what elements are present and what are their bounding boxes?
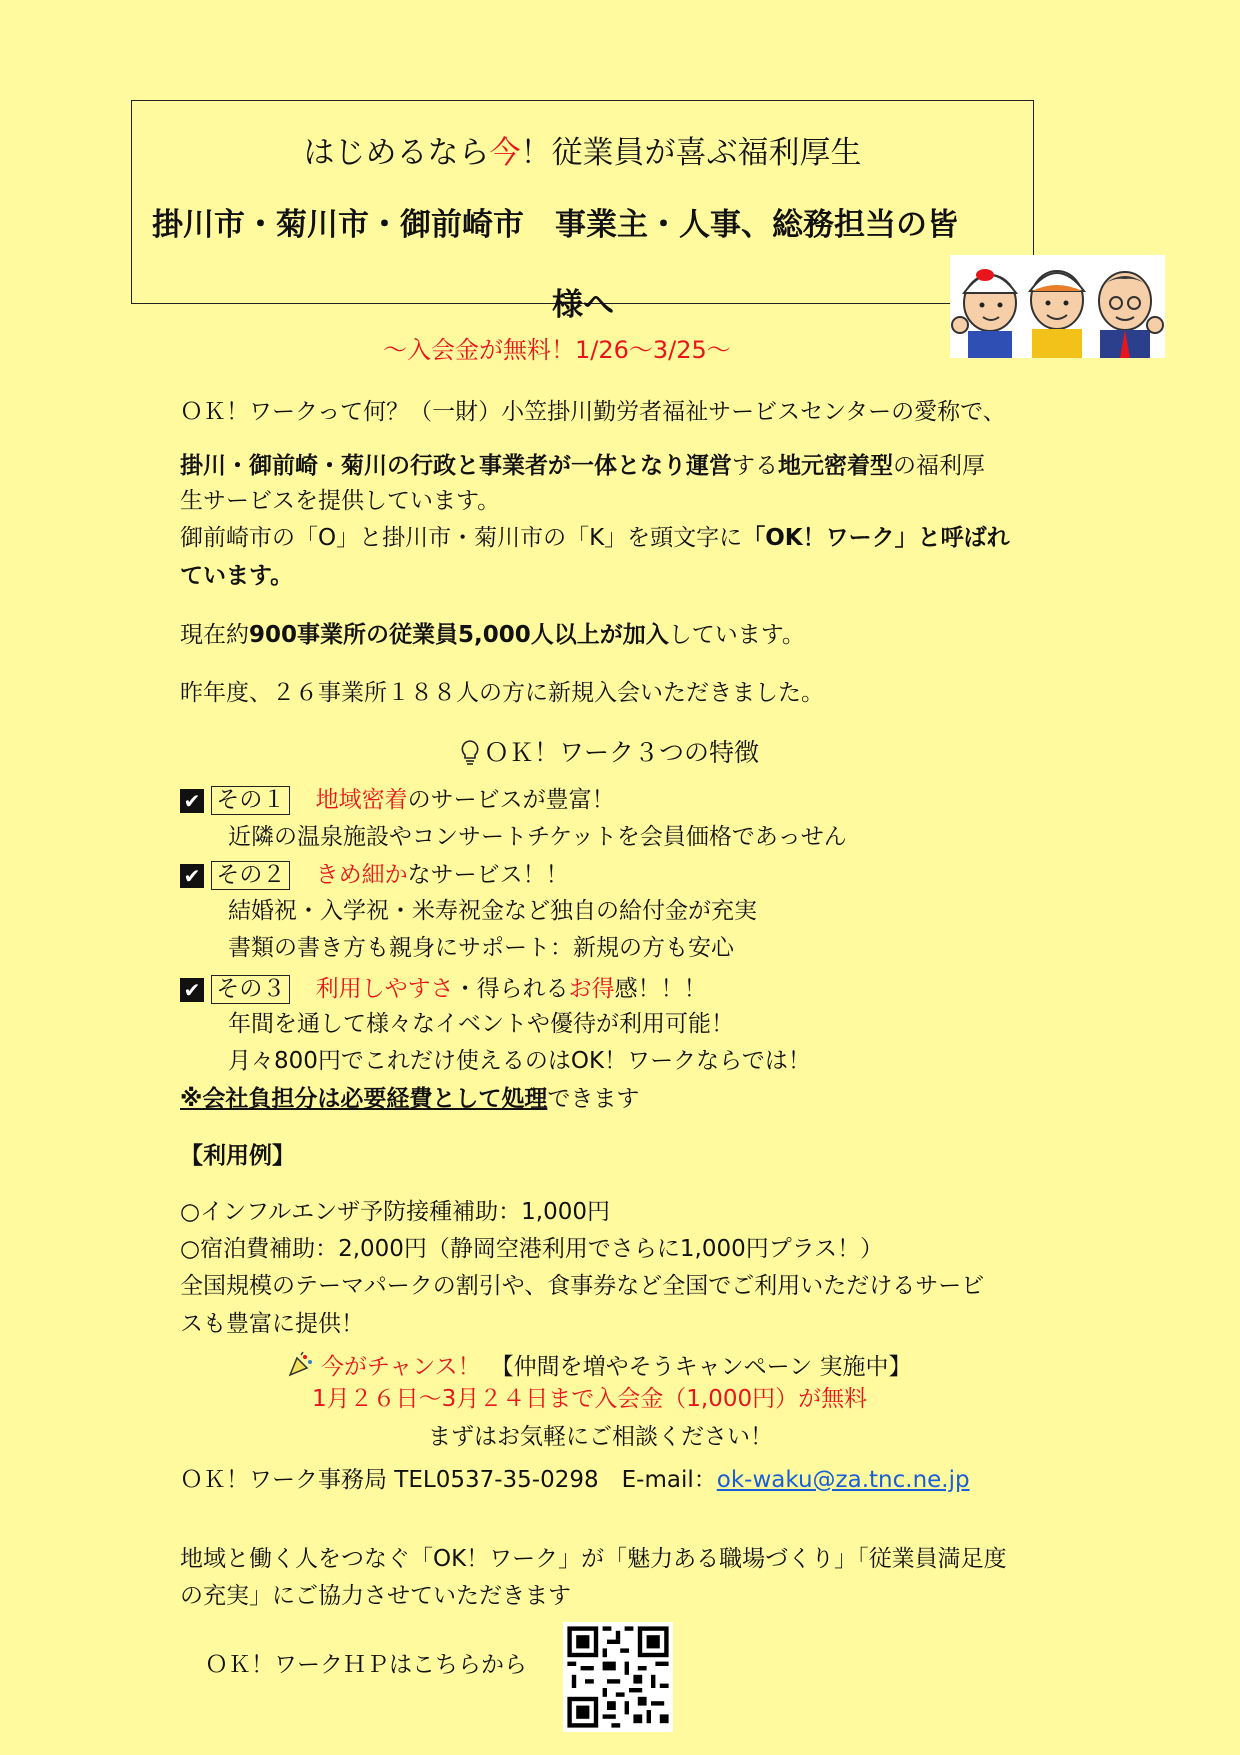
title-highlight: 今 (489, 135, 521, 171)
closing-line-1: 地域と働く人をつなぐ「OK！ワーク」が「魅力ある職場づくり」「従業員満足度 (180, 1546, 1007, 1572)
closing-line-2: の充実」にご協力させていただきます (180, 1583, 571, 1609)
campaign-title: 【仲間を増やそうキャンペーン 実施中】 (490, 1354, 912, 1380)
campaign-highlight: 今がチャンス！ (321, 1354, 481, 1380)
feature-2-detail-2: 書類の書き方も親身にサポート：新規の方も安心 (228, 935, 734, 961)
last-year-line: 昨年度、２６事業所１８８人の方に新規入会いただきました。 (180, 680, 824, 706)
feature-3-title-red-2: お得 (568, 976, 615, 1002)
party-popper-icon (287, 1352, 313, 1383)
example-line-4: スも豊富に提供！ (180, 1311, 364, 1337)
intro-line-3: 生サービスを提供しています。 (180, 488, 501, 514)
intro-line-4-bold: 「OK！ワーク」と呼ばれ (742, 525, 1010, 551)
feature-3-tag: その３ (211, 975, 290, 1004)
feature-1-tag: その１ (211, 786, 290, 815)
consult-line: まずはお気軽にご相談ください！ (428, 1424, 773, 1450)
title-text: はじめるなら (303, 135, 490, 171)
feature-1 (180, 786, 615, 815)
members-pre: 現在約 (180, 622, 249, 648)
feature-3-title: 感！！！ (614, 976, 707, 1002)
feature-2-title-red: きめ細か (315, 862, 408, 888)
checkbox-icon: ✔ (180, 978, 204, 1002)
intro-line-4-text: 御前崎市の「O」と掛川市・菊川市の「K」を頭文字に (180, 525, 743, 551)
feature-1-title: のサービスが豊富！ (407, 787, 615, 813)
title-box (131, 100, 1034, 323)
feature-2-tag: その２ (211, 861, 290, 890)
title-text-end: ！従業員が喜ぶ福利厚生 (520, 135, 862, 171)
example-line-3: 全国規模のテーマパークの割引や、食事券など全国でご利用いただけるサービ (180, 1273, 985, 1299)
feature-1-title-red: 地域密着 (315, 787, 408, 813)
promo-tilde-left: ～ (383, 336, 407, 364)
homepage-label: ＯＫ！ワークＨＰはこちらから (205, 1652, 527, 1678)
feature-2-title: なサービス！！ (407, 862, 569, 888)
features-heading-text: ＯＫ！ワーク３つの特徴 (484, 738, 760, 767)
lightbulb-icon (460, 739, 480, 769)
campaign-heading (287, 1352, 911, 1383)
intro-line-5: ています。 (180, 563, 294, 589)
intro-end: の福利厚 (893, 453, 985, 479)
qr-code[interactable] (563, 1622, 673, 1732)
feature-1-detail-1: 近隣の温泉施設やコンサートチケットを会員価格であっせん (228, 824, 847, 850)
email-link[interactable]: ok-waku@za.tnc.ne.jp (716, 1467, 970, 1493)
example-line-2: ○宿泊費補助：2,000円（静岡空港利用でさらに1,000円プラス！） (180, 1236, 884, 1262)
expense-note-rest: できます (547, 1086, 640, 1112)
intro-line-4 (180, 527, 1010, 550)
intro-line-1: ＯＫ！ワークって何？（一財）小笠掛川勤労者福祉サービスセンターの愛称で、 (180, 399, 1006, 425)
title-line-3: 様へ (552, 287, 614, 323)
feature-3-detail-1: 年間を通して様々なイベントや優待が利用可能！ (228, 1011, 734, 1037)
contact-line (180, 1469, 970, 1492)
promo-tilde-right: ～ (706, 336, 731, 364)
checkbox-icon: ✔ (180, 789, 204, 813)
contact-label: ＯＫ！ワーク事務局 TEL0537-35-0298 E-mail： (180, 1467, 717, 1493)
examples-heading: 【利用例】 (180, 1143, 295, 1169)
campaign-period: 1月２６日～3月２４日まで入会金（1,000円）が無料 (312, 1386, 868, 1412)
intro-bold-1: 掛川・御前崎・菊川の行政と事業者が一体となり運営 (180, 453, 732, 479)
intro-bold-2: 地元密着型 (778, 453, 893, 479)
title-line-1 (132, 127, 1033, 172)
feature-3-detail-2: 月々800円でこれだけ使えるのはOK！ワークならでは！ (228, 1048, 811, 1074)
feature-2 (180, 861, 569, 890)
intro-mid: する (732, 453, 778, 479)
promo-banner (383, 338, 731, 362)
feature-3-title-red: 利用しやすさ (315, 976, 454, 1002)
checkbox-icon: ✔ (180, 864, 204, 888)
members-post: しています。 (668, 622, 805, 648)
workers-illustration (950, 255, 1165, 358)
feature-2-detail-1: 結婚祝・入学祝・米寿祝金など独自の給付金が充実 (228, 898, 757, 924)
features-heading (460, 739, 759, 769)
expense-note (180, 1088, 639, 1111)
feature-3-title-mid: ・得られる (453, 976, 569, 1002)
intro-line-2 (180, 455, 985, 478)
example-line-1: ○インフルエンザ予防接種補助：1,000円 (180, 1199, 610, 1225)
members-line (180, 624, 805, 647)
expense-note-underlined: ※会社負担分は必要経費として処理 (180, 1086, 548, 1112)
feature-3 (180, 975, 707, 1004)
title-line-2: 掛川市・菊川市・御前崎市 事業主・人事、総務担当の皆 (152, 207, 958, 243)
promo-text: 入会金が無料！1/26～3/25 (407, 336, 707, 364)
members-bold: 900事業所の従業員5,000人以上が加入 (249, 622, 669, 648)
